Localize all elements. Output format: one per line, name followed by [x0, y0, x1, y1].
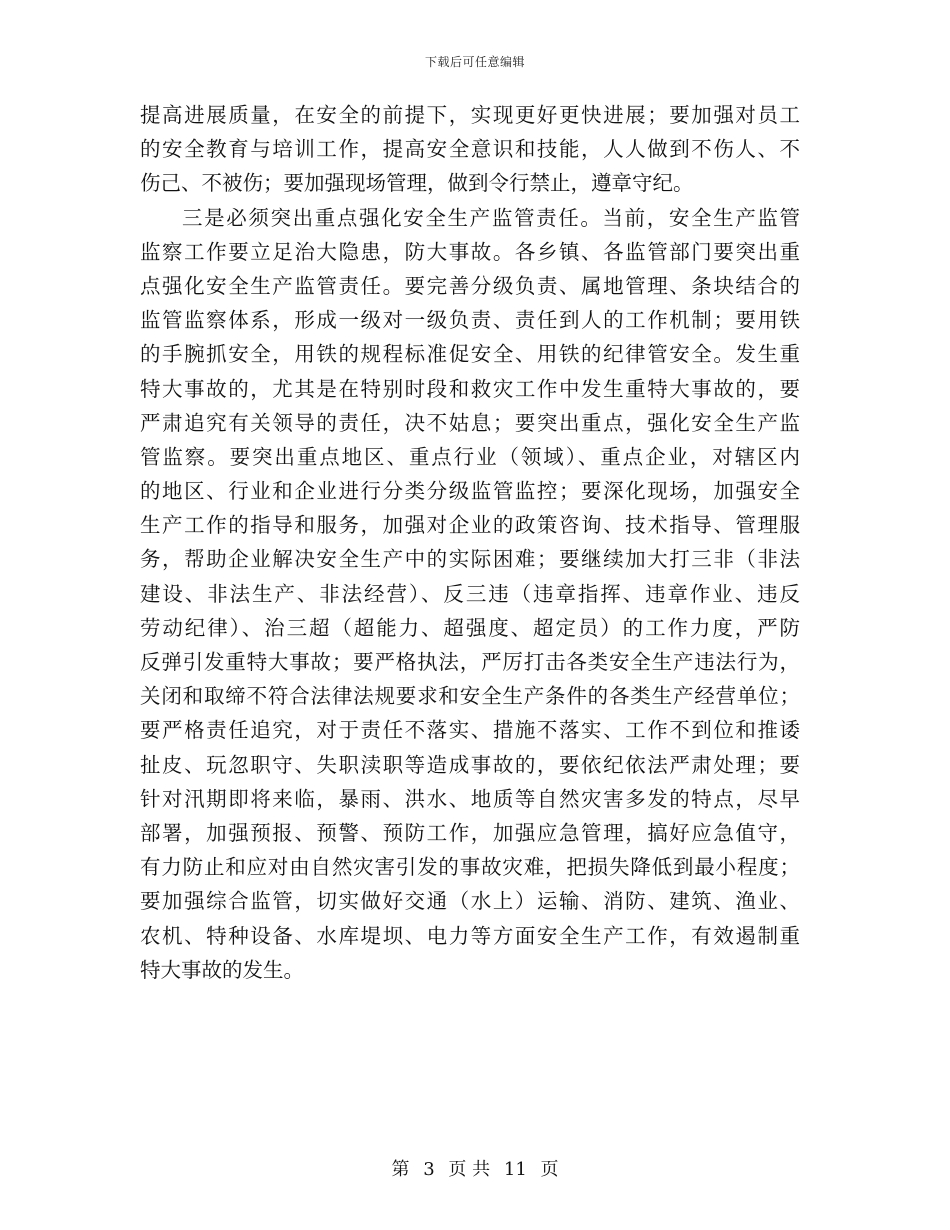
text-line: 的安全教育与培训工作，提高安全意识和技能，人人做到不伤人、不	[140, 137, 800, 162]
footer-middle: 页 共	[448, 1159, 491, 1180]
text-line: 伤己、不被伤；要加强现场管理，做到令行禁止，遵章守纪。	[140, 171, 694, 196]
text-line: 针对汛期即将来临，暴雨、洪水、地质等自然灾害多发的特点，尽早	[140, 786, 800, 811]
text-line: 的地区、行业和企业进行分类分级监管监控；要深化现场，加强安全	[140, 479, 800, 504]
text-line: 提高进展质量，在安全的前提下，实现更好更快进展；要加强对员工	[140, 103, 800, 127]
text-line: 管监察。要突出重点地区、重点行业（领域）、重点企业，对辖区内	[140, 444, 800, 469]
text-line: 反弹引发重特大事故；要严格执法，严厉打击各类安全生产违法行为，	[140, 650, 800, 674]
text-line: 特大事故的发生。	[140, 957, 304, 982]
text-line: 劳动纪律）、治三超（超能力、超强度、超定员）的工作力度，严防	[140, 615, 800, 640]
text-line: 特大事故的，尤其是在特别时段和救灾工作中发生重特大事故的，要	[140, 376, 800, 401]
text-line: 有力防止和应对由自然灾害引发的事故灾难，把损失降低到最小程度；	[140, 855, 800, 880]
text-line: 的手腕抓安全，用铁的规程标准促安全、用铁的纪律管安全。发生重	[140, 342, 800, 367]
text-line: 关闭和取缔不符合法律法规要求和安全生产条件的各类生产经营单位；	[140, 684, 800, 709]
text-line: 扯皮、玩忽职守、失职渎职等造成事故的，要依纪依法严肃处理；要	[140, 752, 800, 777]
text-line: 务，帮助企业解决安全生产中的实际困难；要继续加大打三非（非法	[140, 547, 800, 572]
footer-page-number: 3	[423, 1159, 435, 1180]
text-line: 生产工作的指导和服务，加强对企业的政策咨询、技术指导、管理服	[140, 513, 800, 538]
text-line: 农机、特种设备、水库堤坝、电力等方面安全生产工作，有效遏制重	[140, 923, 800, 948]
footer-suffix: 页	[540, 1159, 559, 1180]
text-line: 要加强综合监管，切实做好交通（水上）运输、消防、建筑、渔业、	[140, 889, 800, 914]
text-line: 建设、非法生产、非法经营）、反三违（违章指挥、违章作业、违反	[140, 581, 800, 606]
text-line: 点强化安全生产监管责任。要完善分级负责、属地管理、条块结合的	[140, 273, 800, 298]
footer-prefix: 第	[391, 1159, 410, 1180]
text-line: 三是必须突出重点强化安全生产监管责任。当前，安全生产监管	[182, 205, 800, 230]
body-text	[140, 98, 800, 987]
text-line: 要严格责任追究，对于责任不落实、措施不落实、工作不到位和推诿	[140, 718, 800, 743]
text-line: 监察工作要立足治大隐患，防大事故。各乡镇、各监管部门要突出重	[140, 239, 800, 264]
footer-total-pages: 11	[503, 1159, 527, 1180]
text-line: 监管监察体系，形成一级对一级负责、责任到人的工作机制；要用铁	[140, 308, 800, 333]
page-header: 下载后可任意编辑	[424, 55, 525, 69]
page-footer	[0, 1155, 950, 1181]
text-line: 部署，加强预报、预警、预防工作，加强应急管理，搞好应急值守，	[140, 820, 800, 845]
text-line: 严肃追究有关领导的责任，决不姑息；要突出重点，强化安全生产监	[140, 410, 800, 435]
